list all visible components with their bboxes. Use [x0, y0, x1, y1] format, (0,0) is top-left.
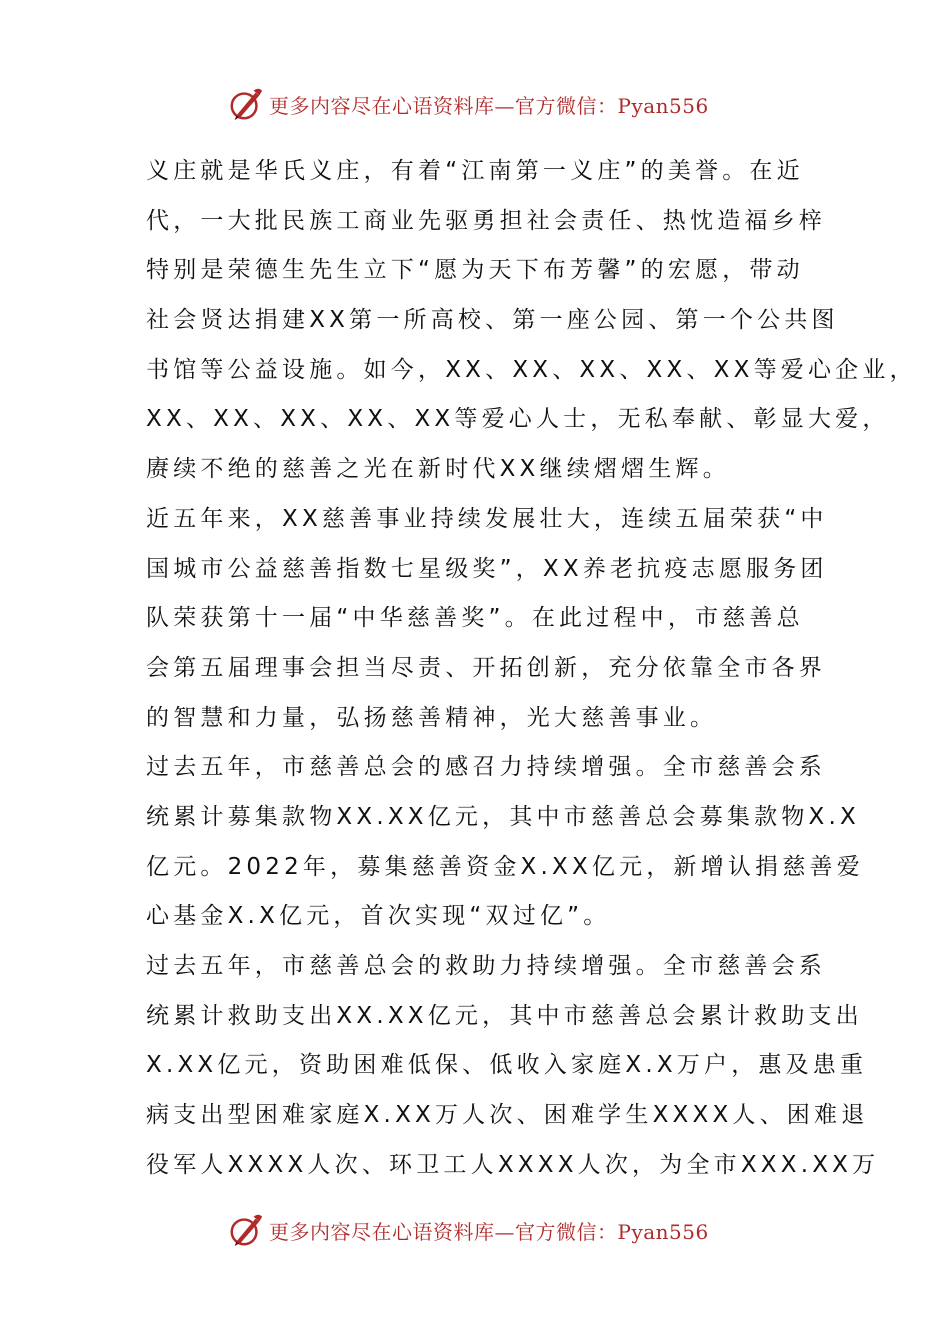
body-line: XX、XX、XX、XX、XX等爱心人士，无私奉献、彰显大爱，	[146, 406, 890, 433]
body-line: 近五年来，XX慈善事业持续发展壮大，连续五届荣获“中	[146, 505, 828, 532]
document-body	[146, 147, 917, 1190]
body-line: X.XX亿元，资助困难低保、低收入家庭X.X万户，惠及患重	[146, 1052, 868, 1079]
pen-in-circle-icon	[227, 85, 265, 123]
body-line: 统累计救助支出XX.XX亿元，其中市慈善总会累计救助支出	[146, 1002, 863, 1029]
header-banner-text: 更多内容尽在心语资料库—官方微信：Pyan556	[269, 93, 709, 118]
body-line: 病支出型困难家庭X.XX万人次、困难学生XXXX人、困难退	[146, 1102, 869, 1129]
body-line: 特别是荣德生先生立下“愿为天下布芳馨”的宏愿，带动	[146, 257, 804, 284]
body-line: 会第五届理事会担当尽责、开拓创新，充分依靠全市各界	[146, 654, 826, 681]
footer-banner	[227, 1210, 709, 1250]
body-line: 国城市公益慈善指数七星级奖”，XX养老抗疫志愿服务团	[146, 555, 828, 582]
body-line: 队荣获第十一届“中华慈善奖”。在此过程中，市慈善总	[146, 605, 804, 632]
body-line: 亿元。2022年，募集慈善资金X.XX亿元，新增认捐慈善爱	[146, 853, 864, 880]
body-line: 代，一大批民族工商业先驱勇担社会责任、热忱造福乡梓	[146, 207, 826, 234]
footer-banner-text: 更多内容尽在心语资料库—官方微信：Pyan556	[269, 1219, 709, 1244]
body-line: 的智慧和力量，弘扬慈善精神，光大慈善事业。	[146, 704, 718, 731]
header-banner	[227, 84, 709, 124]
body-line: 役军人XXXX人次、环卫工人XXXX人次，为全市XXX.XX万	[146, 1151, 880, 1178]
body-line: 赓续不绝的慈善之光在新时代XX继续熠熠生辉。	[146, 456, 730, 483]
body-line: 义庄就是华氏义庄，有着“江南第一义庄”的美誉。在近	[146, 158, 804, 184]
body-line: 书馆等公益设施。如今，XX、XX、XX、XX、XX等爱心企业，	[146, 356, 917, 383]
body-line: 心基金X.X亿元，首次实现“双过亿”。	[146, 903, 611, 930]
body-line: 社会贤达捐建XX第一所高校、第一座公园、第一个公共图	[146, 307, 839, 334]
body-line: 过去五年，市慈善总会的救助力持续增强。全市慈善会系	[146, 953, 826, 979]
pen-in-circle-icon	[227, 1211, 265, 1249]
body-line: 过去五年，市慈善总会的感召力持续增强。全市慈善会系	[146, 754, 826, 781]
body-line: 统累计募集款物XX.XX亿元，其中市慈善总会募集款物X.X	[146, 803, 860, 830]
